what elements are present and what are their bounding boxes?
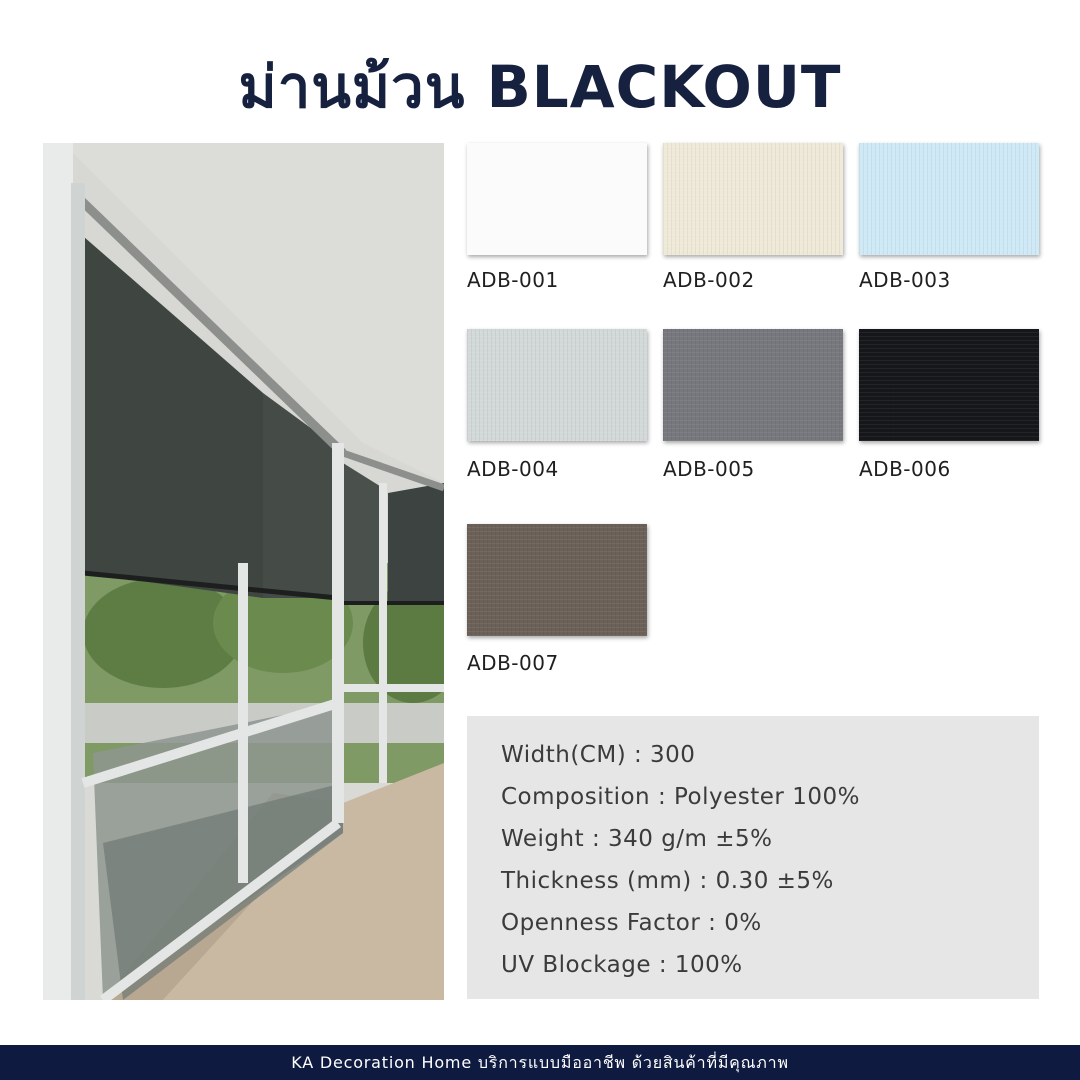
swatch-adb-003 [859, 143, 1039, 255]
spec-weight: Weight : 340 g/m ±5% [501, 826, 773, 852]
spec-width: Width(CM) : 300 [501, 742, 696, 768]
footer-banner: KA Decoration Home บริการแบบมืออาชีพ ด้วยสินค้าที่มีคุณภาพ [0, 1045, 1080, 1080]
spec-uv: UV Blockage : 100% [501, 952, 743, 978]
swatch-adb-001 [467, 143, 647, 255]
spec-panel [467, 716, 1039, 999]
swatch-code: ADB-007 [467, 651, 559, 675]
swatch-adb-005 [663, 329, 843, 441]
swatch-code: ADB-003 [859, 268, 951, 292]
room-photo [43, 143, 444, 1000]
swatch-code: ADB-002 [663, 268, 755, 292]
swatch-code: ADB-004 [467, 457, 559, 481]
swatch-code: ADB-001 [467, 268, 559, 292]
swatch-adb-007 [467, 524, 647, 636]
swatch-adb-004 [467, 329, 647, 441]
swatch-code: ADB-005 [663, 457, 755, 481]
page-title: ม่านม้วน BLACKOUT [238, 53, 842, 121]
spec-openness: Openness Factor : 0% [501, 910, 762, 936]
swatch-adb-002 [663, 143, 843, 255]
swatch-adb-006 [859, 329, 1039, 441]
spec-composition: Composition : Polyester 100% [501, 784, 860, 810]
swatch-code: ADB-006 [859, 457, 951, 481]
spec-thickness: Thickness (mm) : 0.30 ±5% [501, 868, 834, 894]
